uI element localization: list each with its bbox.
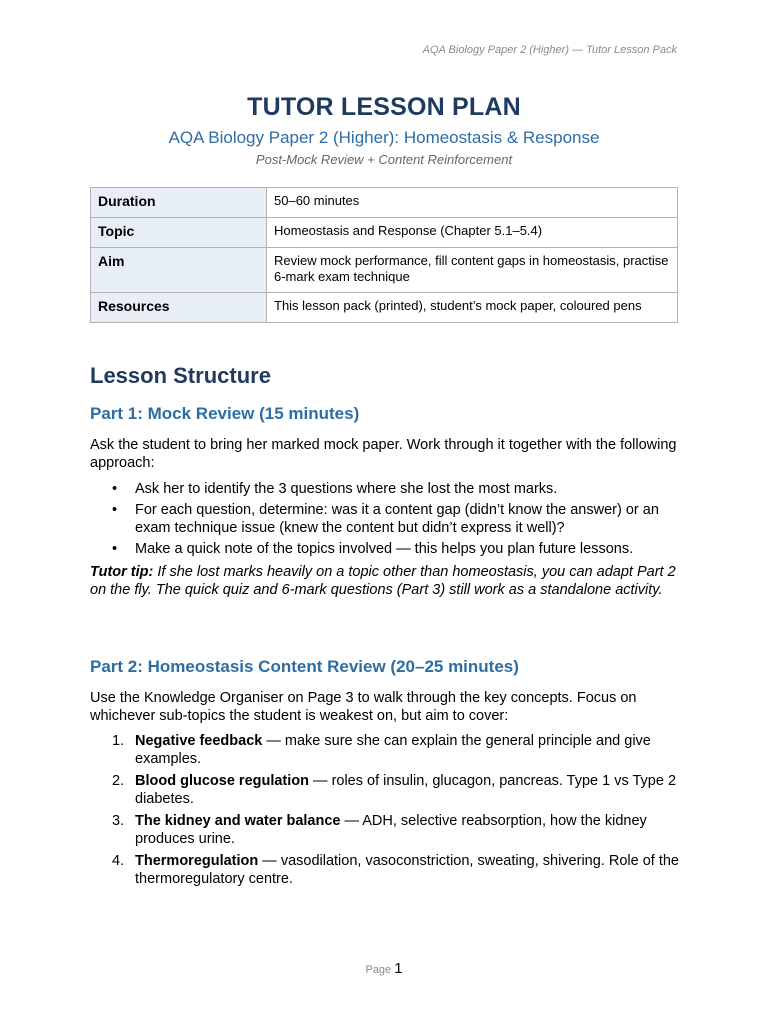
list-item-text: — ADH, selective reabsorption, how the kidney produces urine. [135,813,647,847]
table-value-cell: 50–60 minutes [267,188,678,218]
list-item: • Make a quick note of the topics involved — this helps you plan future lessons. [90,540,680,558]
table-row [91,248,678,293]
list-item: • Ask her to identify the 3 questions where she lost the most marks. [90,480,680,498]
part2-heading: Part 2: Homeostasis Content Review (20–25 minutes) [90,657,519,676]
part1-bullet-list [90,480,680,561]
list-item [90,772,680,808]
part1-intro: Ask the student to bring her marked mock paper. Work through it together with the following approach: [90,437,677,471]
table-label-cell: Resources [91,293,267,323]
list-number: 4. [112,853,125,869]
table-value-cell: Review mock performance, fill content gaps in homeostasis, practise 6-mark exam technique [267,248,678,293]
page-footer [0,960,768,977]
part2-intro: Use the Knowledge Organiser on Page 3 to walk through the key concepts. Focus on whichever sub-topics the student is weakest on, but aim to cover: [90,690,637,724]
list-item-text: — vasodilation, vasoconstriction, sweating, shivering. Role of the thermoregulatory centre. [135,853,679,887]
part2-numbered-list [90,732,680,892]
table-row [91,218,678,248]
page-subsubtitle: Post-Mock Review + Content Reinforcement [255,152,513,167]
list-item-term: The kidney and water balance [135,813,341,829]
table-row [91,188,678,218]
list-number: 1. [112,733,125,749]
tutor-tip [90,563,680,599]
list-item: • For each question, determine: was it a content gap (didn’t know the answer) or an exam technique issue (knew the content but didn’t express it well)? [90,501,680,537]
list-item-text: — roles of insulin, glucagon, pancreas. Type 1 vs Type 2 diabetes. [135,773,677,807]
table-value-cell: This lesson pack (printed), student’s mock paper, coloured pens [267,293,678,323]
list-item-text: — make sure she can explain the general principle and give examples. [135,733,651,767]
list-item [90,732,680,768]
tutor-tip-label: Tutor tip: [90,564,154,580]
table-label-cell: Topic [91,218,267,248]
page-number: 1 [394,960,403,977]
table-label-cell: Duration [91,188,267,218]
list-number: 2. [112,773,125,789]
list-item-term: Blood glucose regulation [135,773,310,789]
part1-heading: Part 1: Mock Review (15 minutes) [90,404,360,423]
running-header: AQA Biology Paper 2 (Higher) — Tutor Lesson Pack [422,44,677,56]
section-heading-lesson-structure: Lesson Structure [90,363,271,388]
page-subtitle: AQA Biology Paper 2 (Higher): Homeostasis & Response [168,128,600,147]
page-title: TUTOR LESSON PLAN [247,93,521,121]
tutor-tip-text: If she lost marks heavily on a topic other than homeostasis, you can adapt Part 2 on the fly. The quick quiz and 6-mark questions (Part 3) still work as a standalone activity. [90,564,676,598]
list-item-term: Thermoregulation [135,853,259,869]
table-value-cell: Homeostasis and Response (Chapter 5.1–5.4) [267,218,678,248]
list-item [90,852,680,888]
list-number: 3. [112,813,125,829]
table-label-cell: Aim [91,248,267,293]
table-row [91,293,678,323]
page-label: Page [365,964,392,976]
list-item [90,812,680,848]
list-item-term: Negative feedback [135,733,263,749]
lesson-info-table [90,187,678,323]
